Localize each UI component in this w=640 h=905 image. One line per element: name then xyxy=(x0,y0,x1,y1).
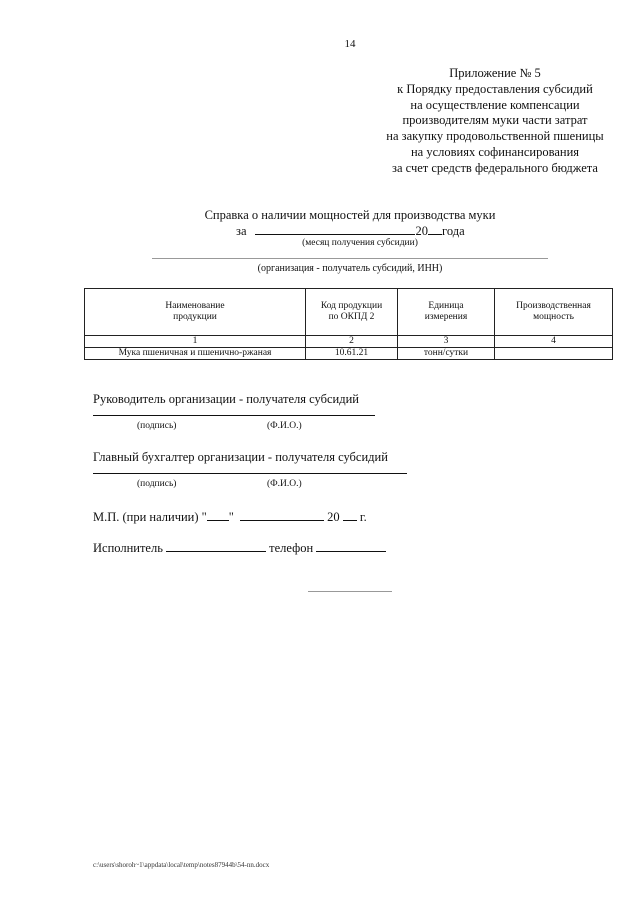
cell-product-name: Мука пшеничная и пшенично-ржаная xyxy=(85,348,306,360)
header-product-code: Код продукции по ОКПД 2 xyxy=(306,289,398,336)
header-product-name: Наименование продукции xyxy=(85,289,306,336)
table-row xyxy=(85,348,613,360)
header-capacity: Производственная мощность xyxy=(495,289,613,336)
period-prefix: за xyxy=(236,224,247,238)
executor-label: Исполнитель xyxy=(93,541,163,555)
phone-field[interactable] xyxy=(316,540,386,552)
phone-label: телефон xyxy=(269,541,314,555)
accountant-signature-title: Главный бухгалтер организации - получателя субсидий xyxy=(93,450,388,464)
stamp-date-line: М.П. (при наличии) " " 20 г. xyxy=(93,510,367,524)
appendix-header xyxy=(360,66,630,177)
column-number: 3 xyxy=(398,336,495,348)
appendix-line: на закупку продовольственной пшеницы xyxy=(386,129,604,144)
cell-capacity[interactable] xyxy=(495,348,613,360)
file-path-footer: c:\users\shoroh~1\appdata\local\temp\notes87944b\54-nn.docx xyxy=(93,861,270,869)
document-title: Справка о наличии мощностей для производства муки xyxy=(204,208,496,222)
period-line xyxy=(236,223,465,239)
year-blank-field[interactable] xyxy=(428,223,442,235)
cell-unit: тонн/сутки xyxy=(398,348,495,360)
month-date-blank-field[interactable] xyxy=(240,509,324,521)
appendix-line: на условиях софинансирования xyxy=(410,144,580,159)
director-signature-field[interactable] xyxy=(93,415,375,416)
period-year-prefix: 20 xyxy=(415,224,428,238)
accountant-signature-caption: (подпись) xyxy=(137,479,177,489)
director-signature-caption: (подпись) xyxy=(137,421,177,431)
table-column-number-row xyxy=(85,336,613,348)
page-number: 14 xyxy=(344,38,356,50)
appendix-line: к Порядку предоставления субсидий xyxy=(397,81,593,96)
column-number: 1 xyxy=(85,336,306,348)
appendix-line: Приложение № 5 xyxy=(449,66,541,80)
month-caption: (месяц получения субсидии) xyxy=(302,238,418,248)
table-header-row xyxy=(85,289,613,336)
month-blank-field[interactable] xyxy=(255,223,415,235)
column-number: 2 xyxy=(306,336,398,348)
stamp-label: М.П. (при наличии) xyxy=(93,510,199,524)
period-suffix: года xyxy=(442,224,465,238)
accountant-signature-field[interactable] xyxy=(93,473,407,474)
day-blank-field[interactable] xyxy=(207,509,229,521)
executor-line xyxy=(93,540,386,556)
accountant-name-caption: (Ф.И.О.) xyxy=(267,479,302,489)
appendix-line: за счет средств федерального бюджета xyxy=(392,160,598,175)
organization-blank-field[interactable] xyxy=(152,258,548,259)
organization-caption: (организация - получатель субсидий, ИНН) xyxy=(257,263,443,274)
header-unit: Единица измерения xyxy=(398,289,495,336)
appendix-line: на осуществление компенсации xyxy=(410,97,580,112)
capacity-table xyxy=(84,288,613,360)
director-name-caption: (Ф.И.О.) xyxy=(267,421,302,431)
appendix-line: производителям муки части затрат xyxy=(402,113,588,128)
director-signature-title: Руководитель организации - получателя субсидий xyxy=(93,392,359,406)
date-year-blank-field[interactable] xyxy=(343,509,357,521)
cell-product-code: 10.61.21 xyxy=(306,348,398,360)
executor-name-field[interactable] xyxy=(166,540,266,552)
bottom-divider xyxy=(308,591,392,592)
column-number: 4 xyxy=(495,336,613,348)
